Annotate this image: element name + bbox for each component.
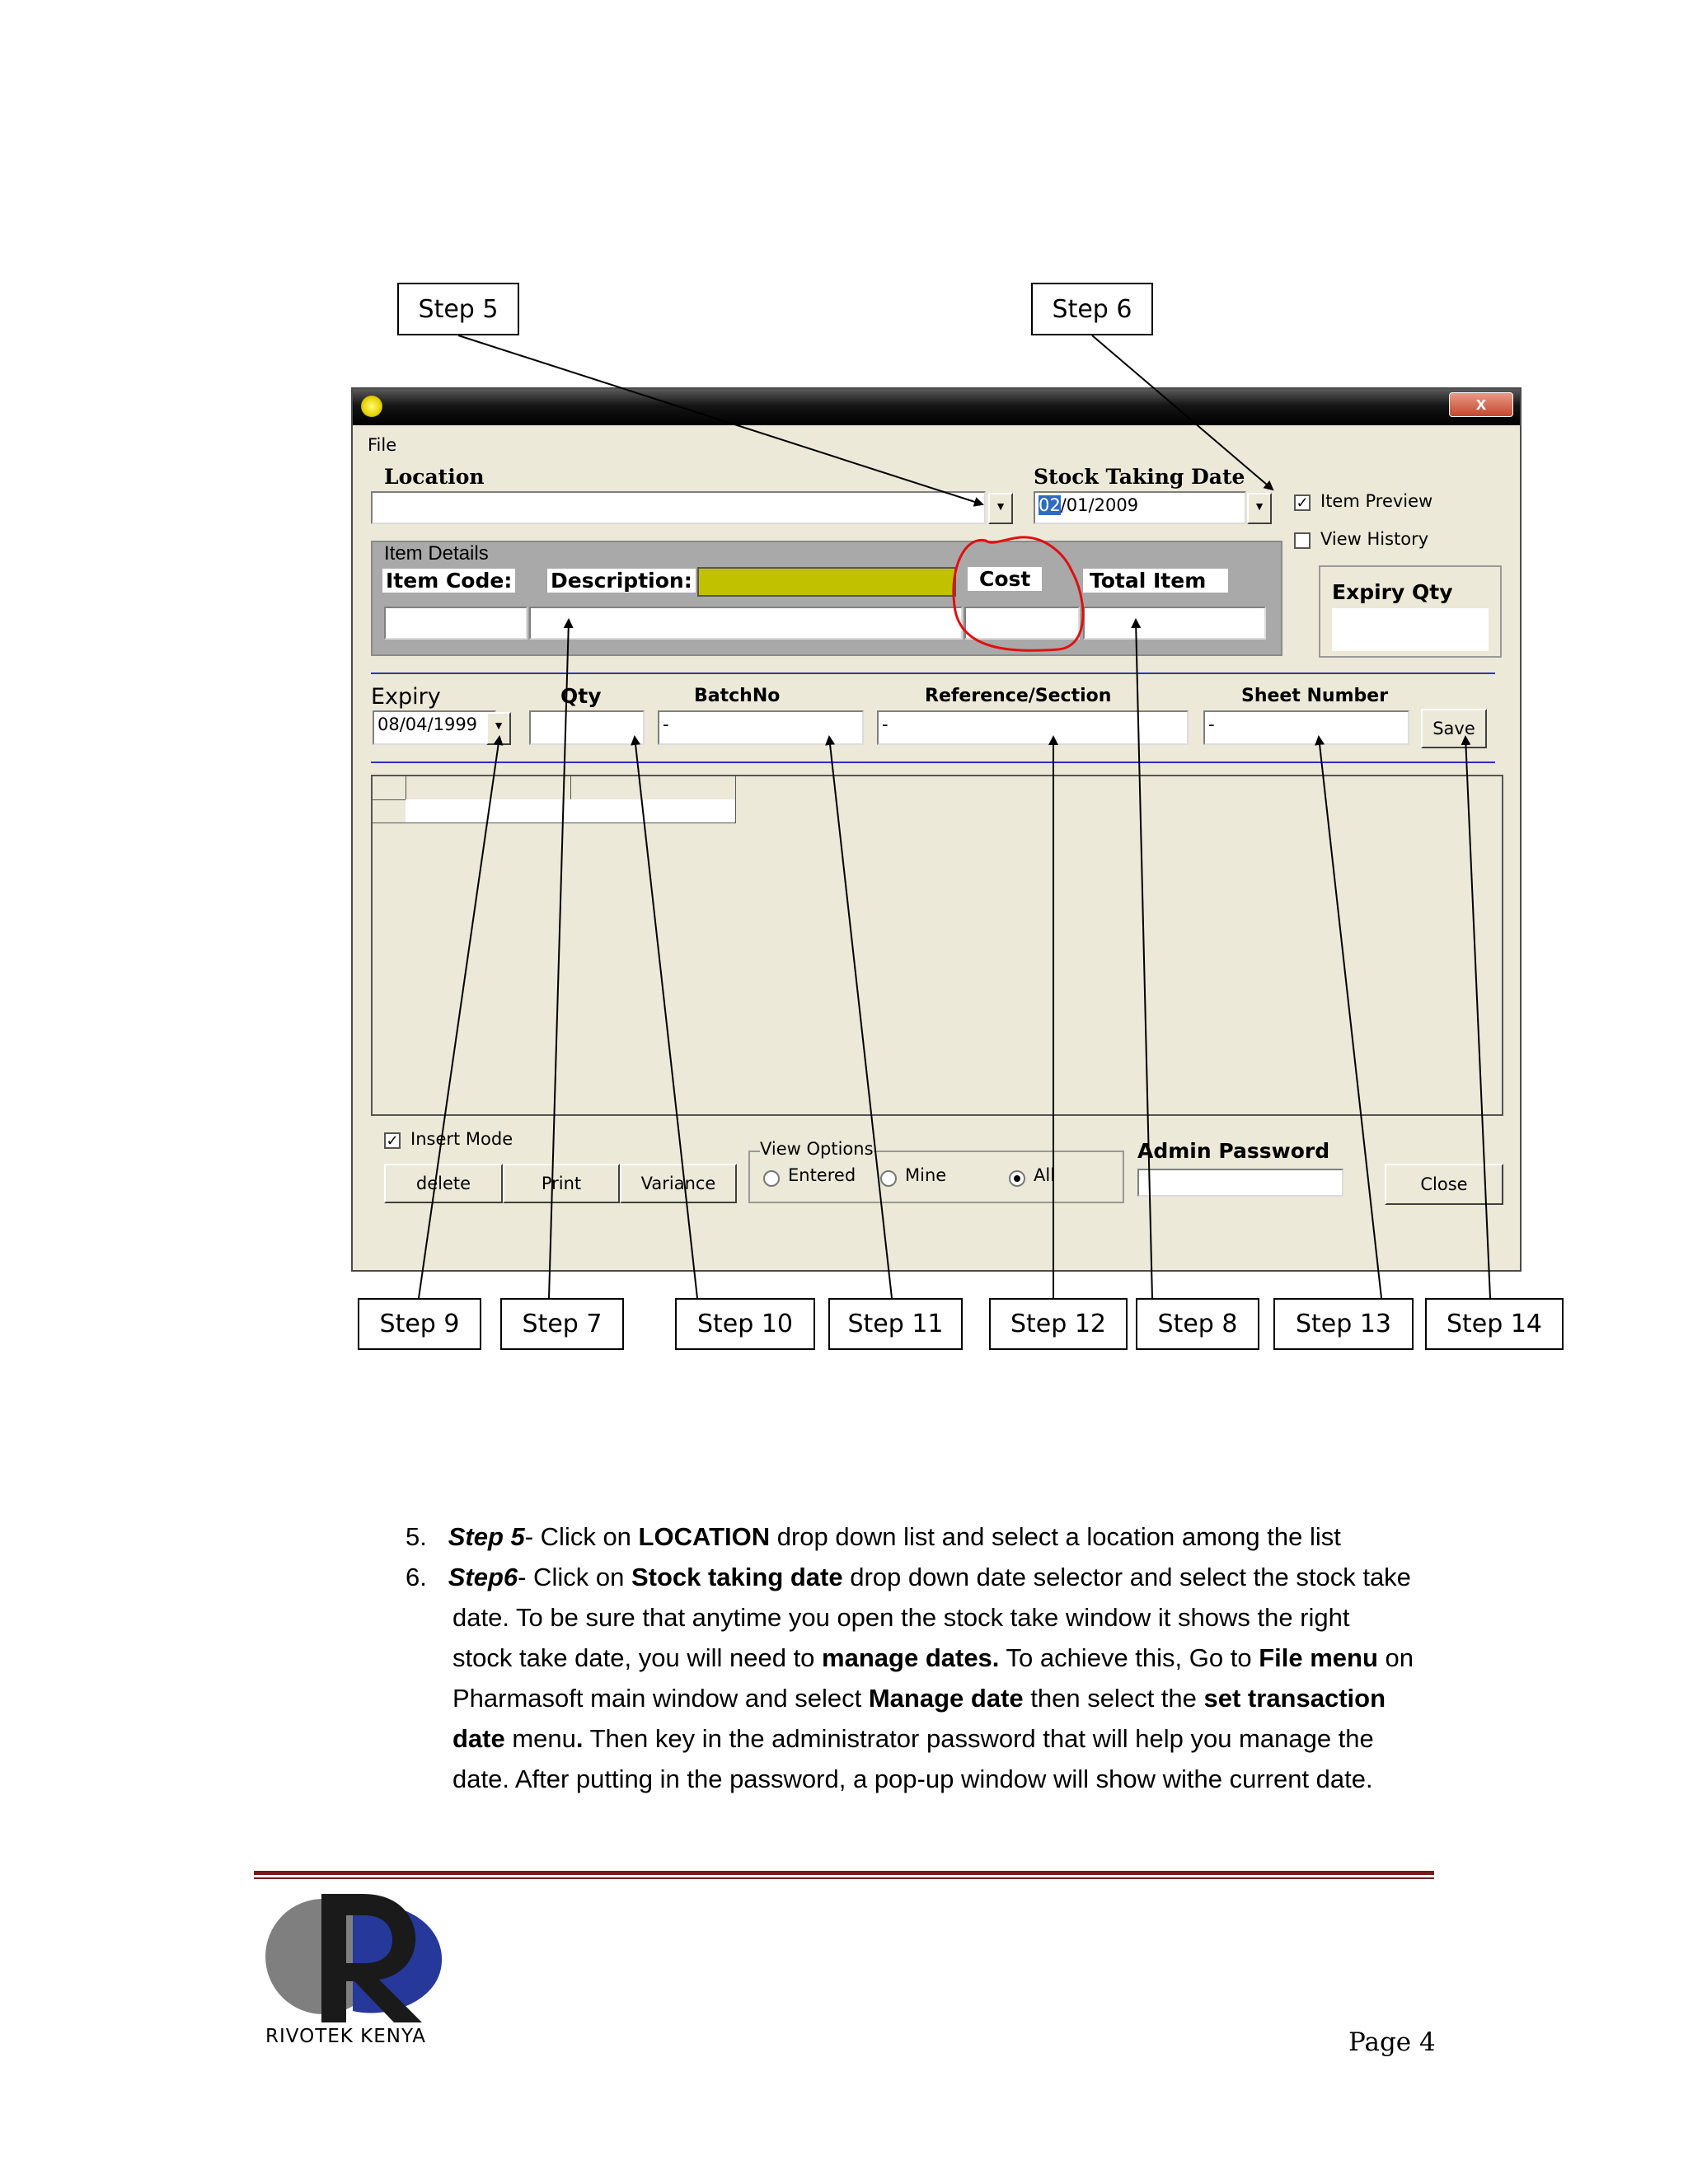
l3e: on (1377, 1643, 1414, 1672)
step-12-label: Step 12 (989, 1298, 1128, 1350)
arrow-step11 (829, 737, 892, 1298)
footer-rule (254, 1871, 1434, 1875)
l5b: menu (504, 1724, 576, 1753)
stock-taking-date-label: Stock Taking Date (1034, 465, 1245, 489)
expiry-date-field[interactable]: 08/04/1999 (373, 710, 496, 745)
step-9-label: Step 9 (358, 1298, 481, 1350)
l3d: File menu (1259, 1643, 1378, 1672)
instruction-line-3 (452, 1638, 1414, 1678)
item5-b: LOCATION (638, 1522, 771, 1551)
item6-b: Stock taking date (631, 1563, 843, 1591)
arrow-step6 (1092, 335, 1273, 490)
item-preview-label: Item Preview (1320, 491, 1433, 511)
item-code-label: Item Code: (382, 569, 515, 593)
sheet-number-input[interactable]: - (1203, 710, 1409, 745)
step-13-label: Step 13 (1273, 1298, 1414, 1350)
item6-step: Step6 (448, 1563, 518, 1591)
date-selected-part: 02 (1039, 495, 1061, 515)
l5a: date (452, 1724, 505, 1753)
all-label: All (1034, 1165, 1056, 1185)
instruction-item-6 (406, 1557, 1411, 1597)
view-options-label: View Options (760, 1139, 874, 1159)
l5c: . (575, 1724, 584, 1753)
company-name: RIVOTEK KENYA (265, 2026, 426, 2047)
instruction-line-4 (452, 1678, 1386, 1718)
view-history-label: View History (1320, 529, 1429, 549)
insert-mode-label: Insert Mode (410, 1129, 513, 1149)
instruction-item-5 (406, 1516, 1341, 1557)
step-6-label: Step 6 (1031, 283, 1153, 335)
step-10-label: Step 10 (675, 1298, 815, 1350)
arrow-step10 (635, 737, 697, 1298)
expiry-qty-label: Expiry Qty (1332, 580, 1453, 604)
cost-highlight-circle (954, 537, 1083, 650)
close-button[interactable]: Close (1385, 1164, 1503, 1205)
save-button[interactable]: Save (1421, 709, 1487, 748)
arrow-step5 (458, 335, 982, 504)
print-button[interactable]: Print (503, 1164, 620, 1203)
item5-c: drop down list and select a location among the list (770, 1522, 1341, 1551)
instruction-line-2: date. To be sure that anytime you open the stock take window it shows the right (452, 1603, 1350, 1632)
l4a: Pharmasoft main window and select (452, 1684, 869, 1713)
arrow-step7 (549, 620, 569, 1298)
arrow-step13 (1319, 737, 1381, 1298)
batchno-label: BatchNo (694, 686, 781, 706)
entered-label: Entered (788, 1165, 856, 1185)
l4d: set transaction (1203, 1684, 1386, 1713)
rivotek-logo (262, 1887, 448, 2039)
mine-label: Mine (905, 1165, 947, 1185)
description-label: Description: (547, 569, 696, 593)
arrow-step9 (419, 737, 499, 1298)
instruction-line-6: date. After putting in the password, a pop-up window will show withe current date. (452, 1765, 1373, 1793)
reference-section-input[interactable]: - (877, 710, 1189, 745)
step-5-label: Step 5 (397, 283, 519, 335)
cost-label: Cost (968, 567, 1042, 591)
arrow-step14 (1465, 737, 1490, 1298)
item5-step: Step 5 (448, 1522, 525, 1551)
l4c: then select the (1023, 1684, 1204, 1713)
footer-rule-thin (254, 1877, 1434, 1879)
step-14-label: Step 14 (1425, 1298, 1564, 1350)
item-preview-checkbox[interactable]: ✓ (1294, 494, 1311, 511)
l3b: manage dates. (822, 1643, 1000, 1672)
reference-section-label: Reference/Section (925, 686, 1112, 706)
menu-file[interactable]: File (368, 435, 397, 455)
item6-c: drop down date selector and select the stock take (842, 1563, 1411, 1591)
qty-label: Qty (560, 684, 602, 708)
sheet-number-label: Sheet Number (1241, 686, 1389, 706)
window-close-button[interactable]: x (1449, 392, 1513, 417)
total-item-label: Total Item (1083, 569, 1228, 593)
expiry-label: Expiry (371, 684, 441, 710)
item-details-label: Item Details (384, 542, 489, 565)
item6-a: - Click on (518, 1563, 631, 1591)
variance-button[interactable]: Variance (620, 1164, 737, 1203)
l3a: stock take date, you will need to (452, 1643, 823, 1672)
instruction-line-5 (452, 1718, 1374, 1759)
delete-button[interactable]: delete (384, 1164, 503, 1203)
step-11-label: Step 11 (828, 1298, 963, 1350)
location-label: Location (384, 465, 485, 489)
item5-number: 5. (406, 1522, 427, 1551)
insert-mode-checkbox[interactable]: ✓ (384, 1132, 401, 1149)
arrow-step8 (1136, 620, 1152, 1298)
l3c: To achieve this, Go to (999, 1643, 1259, 1672)
page-number: Page 4 (1348, 2027, 1436, 2057)
admin-password-label: Admin Password (1137, 1139, 1330, 1163)
l4b: Manage date (868, 1684, 1024, 1713)
step-7-label: Step 7 (500, 1298, 624, 1350)
date-rest: /01/2009 (1060, 495, 1139, 515)
item5-a: - Click on (524, 1522, 639, 1551)
item6-number: 6. (406, 1563, 427, 1591)
batchno-input[interactable]: - (658, 710, 864, 745)
step-8-label: Step 8 (1136, 1298, 1259, 1350)
l5d: Then key in the administrator password that will help you manage the (583, 1724, 1374, 1753)
